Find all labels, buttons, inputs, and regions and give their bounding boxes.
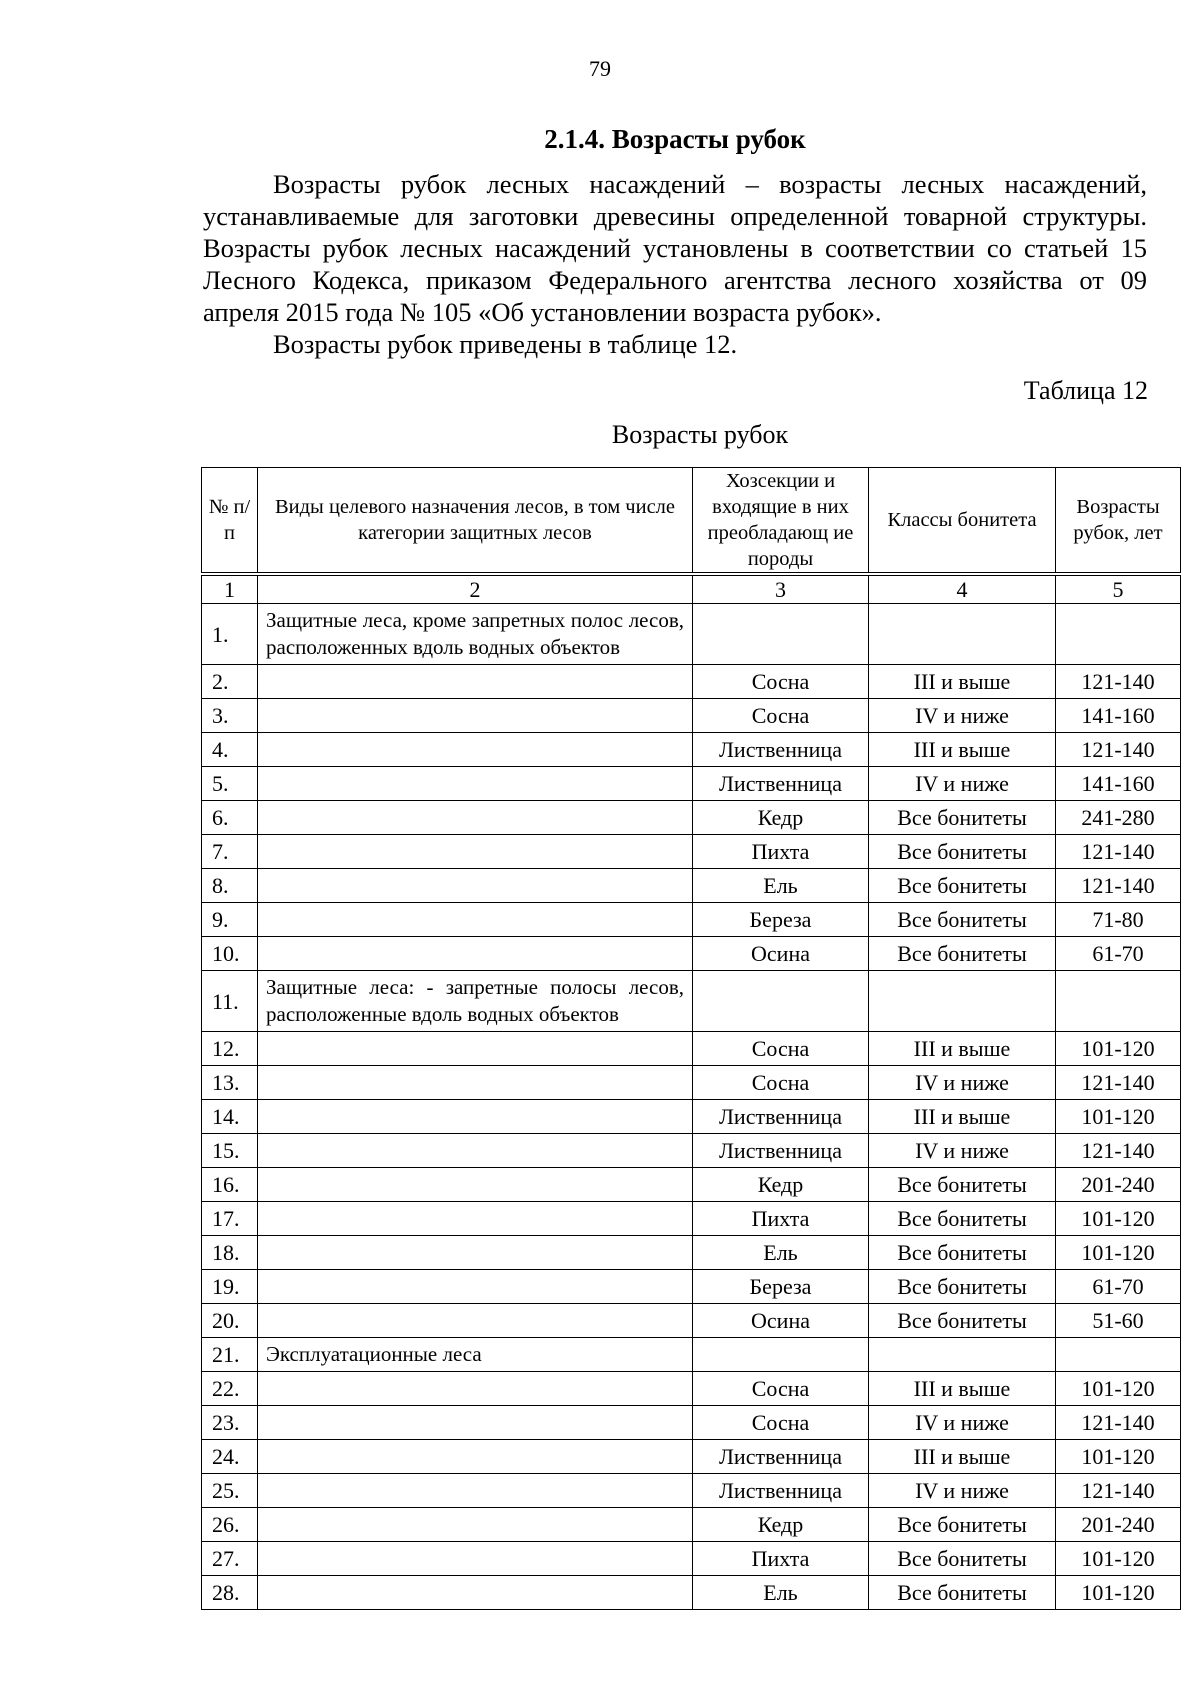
row-description <box>258 801 693 835</box>
row-species: Осина <box>693 1304 869 1338</box>
row-cutting-age: 101-120 <box>1056 1372 1181 1406</box>
row-species: Ель <box>693 869 869 903</box>
row-cutting-age <box>1056 604 1181 665</box>
row-description <box>258 1372 693 1406</box>
table-title: Возрасты рубок <box>611 420 789 449</box>
column-number-row <box>202 574 1181 604</box>
row-cutting-age: 241-280 <box>1056 801 1181 835</box>
row-species: Ель <box>693 1236 869 1270</box>
row-species: Лиственница <box>693 1474 869 1508</box>
row-number: 13. <box>202 1066 258 1100</box>
section-title: 2.1.4. Возрасты рубок <box>544 124 806 154</box>
row-cutting-age: 201-240 <box>1056 1508 1181 1542</box>
row-cutting-age: 101-120 <box>1056 1236 1181 1270</box>
row-site-class: Все бонитеты <box>869 869 1056 903</box>
row-species <box>693 604 869 665</box>
row-description <box>258 1134 693 1168</box>
table-row <box>202 801 1181 835</box>
row-cutting-age: 101-120 <box>1056 1542 1181 1576</box>
row-cutting-age: 71-80 <box>1056 903 1181 937</box>
row-cutting-age: 121-140 <box>1056 869 1181 903</box>
header-cell: Виды целевого назначения лесов, в том числе категории защитных лесов <box>258 468 693 575</box>
row-number: 6. <box>202 801 258 835</box>
ages-table <box>201 467 1181 1610</box>
column-number: 3 <box>693 574 869 604</box>
row-species: Кедр <box>693 1168 869 1202</box>
row-number: 24. <box>202 1440 258 1474</box>
row-description <box>258 1066 693 1100</box>
row-description <box>258 665 693 699</box>
row-site-class: Все бонитеты <box>869 1236 1056 1270</box>
row-number: 10. <box>202 937 258 971</box>
row-species: Лиственница <box>693 1100 869 1134</box>
table-row <box>202 604 1181 665</box>
row-species: Береза <box>693 1270 869 1304</box>
row-cutting-age: 101-120 <box>1056 1440 1181 1474</box>
table-row <box>202 699 1181 733</box>
row-number: 21. <box>202 1338 258 1372</box>
row-species: Сосна <box>693 665 869 699</box>
row-species: Пихта <box>693 1202 869 1236</box>
row-number: 20. <box>202 1304 258 1338</box>
row-species: Сосна <box>693 1372 869 1406</box>
row-site-class: IV и ниже <box>869 1066 1056 1100</box>
table-row <box>202 1406 1181 1440</box>
row-description <box>258 1236 693 1270</box>
row-number: 2. <box>202 665 258 699</box>
row-number: 22. <box>202 1372 258 1406</box>
paragraph: Возрасты рубок лесных насаждений – возрасты лесных насаждений, устанавливаемые для заготовки древесины определенной товарной структуры. Возрасты рубок лесных насаждений установлены в соответствии со статьей 15 Лесного Кодекса, приказом Федерального агентства лесного хозяйства от 09 апреля 2015 года № 105 «Об установлении возраста рубок». <box>203 169 1147 327</box>
row-description <box>258 1406 693 1440</box>
row-site-class: Все бонитеты <box>869 801 1056 835</box>
row-description <box>258 1168 693 1202</box>
row-site-class: Все бонитеты <box>869 835 1056 869</box>
paragraph: Возрасты рубок приведены в таблице 12. <box>273 329 738 359</box>
row-species: Ель <box>693 1576 869 1610</box>
header-cell: Хозсекции и входящие в них преобладающ ие породы <box>693 468 869 575</box>
column-number: 1 <box>202 574 258 604</box>
row-description <box>258 767 693 801</box>
row-site-class <box>869 1338 1056 1372</box>
row-site-class: Все бонитеты <box>869 1576 1056 1610</box>
row-cutting-age: 121-140 <box>1056 1406 1181 1440</box>
row-cutting-age: 141-160 <box>1056 699 1181 733</box>
table-row <box>202 1440 1181 1474</box>
row-cutting-age: 121-140 <box>1056 733 1181 767</box>
row-site-class: III и выше <box>869 733 1056 767</box>
row-description: Эксплуатационные леса <box>258 1338 693 1372</box>
row-description: Защитные леса, кроме запретных полос лесов, расположенных вдоль водных объектов <box>258 604 693 665</box>
header-cell: Возрасты рубок, лет <box>1056 468 1181 575</box>
table-row <box>202 1304 1181 1338</box>
row-cutting-age: 201-240 <box>1056 1168 1181 1202</box>
row-species: Сосна <box>693 1066 869 1100</box>
row-cutting-age: 141-160 <box>1056 767 1181 801</box>
row-cutting-age <box>1056 971 1181 1032</box>
row-number: 3. <box>202 699 258 733</box>
row-cutting-age <box>1056 1338 1181 1372</box>
row-description <box>258 1440 693 1474</box>
row-description <box>258 1304 693 1338</box>
row-description: Защитные леса: - запретные полосы лесов, расположенные вдоль водных объектов <box>258 971 693 1032</box>
row-site-class <box>869 971 1056 1032</box>
row-cutting-age: 101-120 <box>1056 1576 1181 1610</box>
row-cutting-age: 101-120 <box>1056 1202 1181 1236</box>
row-description <box>258 1508 693 1542</box>
row-cutting-age: 101-120 <box>1056 1100 1181 1134</box>
row-species: Лиственница <box>693 1440 869 1474</box>
column-number: 4 <box>869 574 1056 604</box>
row-species: Пихта <box>693 835 869 869</box>
row-site-class: III и выше <box>869 665 1056 699</box>
row-site-class: IV и ниже <box>869 1406 1056 1440</box>
table-row <box>202 1270 1181 1304</box>
table-row <box>202 1134 1181 1168</box>
row-number: 4. <box>202 733 258 767</box>
table-row <box>202 971 1181 1032</box>
row-number: 15. <box>202 1134 258 1168</box>
row-number: 25. <box>202 1474 258 1508</box>
body-text <box>203 168 1147 360</box>
row-site-class: Все бонитеты <box>869 1542 1056 1576</box>
table-row <box>202 767 1181 801</box>
row-number: 19. <box>202 1270 258 1304</box>
row-number: 7. <box>202 835 258 869</box>
row-description <box>258 937 693 971</box>
row-site-class: IV и ниже <box>869 699 1056 733</box>
row-description <box>258 869 693 903</box>
table-row <box>202 1576 1181 1610</box>
row-description <box>258 1032 693 1066</box>
table-row <box>202 1168 1181 1202</box>
row-number: 23. <box>202 1406 258 1440</box>
header-cell: Классы бонитета <box>869 468 1056 575</box>
table-row <box>202 937 1181 971</box>
row-number: 17. <box>202 1202 258 1236</box>
row-site-class: Все бонитеты <box>869 937 1056 971</box>
row-description <box>258 1100 693 1134</box>
row-description <box>258 1202 693 1236</box>
table-header-row <box>202 468 1181 575</box>
row-description <box>258 1270 693 1304</box>
row-species: Лиственница <box>693 733 869 767</box>
table-row <box>202 1066 1181 1100</box>
row-site-class: IV и ниже <box>869 767 1056 801</box>
row-site-class: Все бонитеты <box>869 1202 1056 1236</box>
row-cutting-age: 121-140 <box>1056 1134 1181 1168</box>
table-row <box>202 1474 1181 1508</box>
row-site-class: IV и ниже <box>869 1134 1056 1168</box>
row-cutting-age: 121-140 <box>1056 665 1181 699</box>
row-site-class: III и выше <box>869 1372 1056 1406</box>
row-number: 9. <box>202 903 258 937</box>
row-species: Осина <box>693 937 869 971</box>
row-number: 26. <box>202 1508 258 1542</box>
row-species: Лиственница <box>693 767 869 801</box>
row-cutting-age: 51-60 <box>1056 1304 1181 1338</box>
row-number: 12. <box>202 1032 258 1066</box>
row-site-class: IV и ниже <box>869 1474 1056 1508</box>
row-site-class: Все бонитеты <box>869 1168 1056 1202</box>
row-site-class: Все бонитеты <box>869 1508 1056 1542</box>
row-cutting-age: 121-140 <box>1056 835 1181 869</box>
row-description <box>258 1542 693 1576</box>
row-number: 14. <box>202 1100 258 1134</box>
header-cell: № п/п <box>202 468 258 575</box>
row-cutting-age: 101-120 <box>1056 1032 1181 1066</box>
row-species <box>693 1338 869 1372</box>
row-site-class: Все бонитеты <box>869 1304 1056 1338</box>
table-row <box>202 733 1181 767</box>
row-species: Лиственница <box>693 1134 869 1168</box>
row-description <box>258 835 693 869</box>
row-site-class: Все бонитеты <box>869 903 1056 937</box>
row-species: Кедр <box>693 801 869 835</box>
row-species: Кедр <box>693 1508 869 1542</box>
row-description <box>258 733 693 767</box>
table-row <box>202 1100 1181 1134</box>
row-site-class: Все бонитеты <box>869 1270 1056 1304</box>
row-number: 8. <box>202 869 258 903</box>
table-label: Таблица 12 <box>1023 376 1148 405</box>
row-species: Пихта <box>693 1542 869 1576</box>
table-row <box>202 1372 1181 1406</box>
row-description <box>258 1576 693 1610</box>
row-number: 16. <box>202 1168 258 1202</box>
table-row <box>202 1236 1181 1270</box>
row-cutting-age: 121-140 <box>1056 1474 1181 1508</box>
row-site-class: III и выше <box>869 1440 1056 1474</box>
row-number: 11. <box>202 971 258 1032</box>
row-number: 18. <box>202 1236 258 1270</box>
row-number: 1. <box>202 604 258 665</box>
row-description <box>258 699 693 733</box>
row-species: Сосна <box>693 1406 869 1440</box>
table-row <box>202 1338 1181 1372</box>
row-description <box>258 903 693 937</box>
table-row <box>202 1202 1181 1236</box>
table-row <box>202 903 1181 937</box>
row-number: 27. <box>202 1542 258 1576</box>
row-site-class <box>869 604 1056 665</box>
table-row <box>202 869 1181 903</box>
column-number: 2 <box>258 574 693 604</box>
row-cutting-age: 61-70 <box>1056 1270 1181 1304</box>
row-description <box>258 1474 693 1508</box>
page-number: 79 <box>589 56 611 81</box>
table-row <box>202 835 1181 869</box>
table-row <box>202 665 1181 699</box>
row-number: 5. <box>202 767 258 801</box>
row-species: Сосна <box>693 1032 869 1066</box>
row-cutting-age: 61-70 <box>1056 937 1181 971</box>
column-number: 5 <box>1056 574 1181 604</box>
row-species <box>693 971 869 1032</box>
table-row <box>202 1508 1181 1542</box>
row-species: Сосна <box>693 699 869 733</box>
row-number: 28. <box>202 1576 258 1610</box>
row-cutting-age: 121-140 <box>1056 1066 1181 1100</box>
row-site-class: III и выше <box>869 1100 1056 1134</box>
table-row <box>202 1542 1181 1576</box>
table-row <box>202 1032 1181 1066</box>
row-species: Береза <box>693 903 869 937</box>
row-site-class: III и выше <box>869 1032 1056 1066</box>
